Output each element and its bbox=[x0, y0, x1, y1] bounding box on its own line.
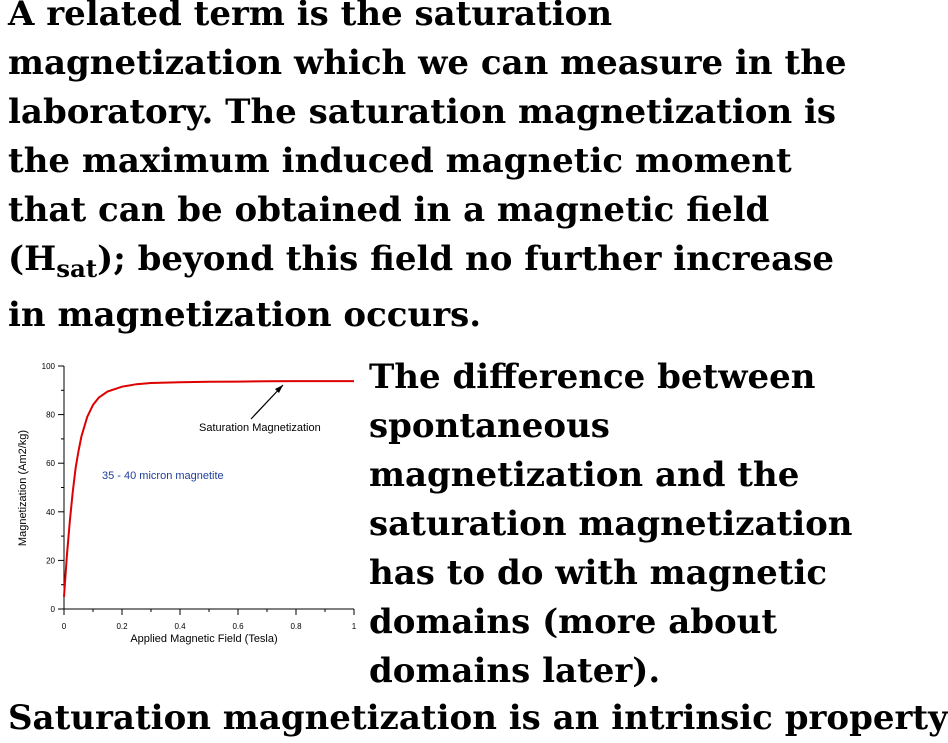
text-line: domains later). bbox=[369, 651, 661, 691]
text-line bbox=[8, 235, 847, 291]
text-line: saturation magnetization bbox=[369, 504, 853, 544]
magnetization-curve bbox=[64, 381, 354, 597]
text-line: Saturation magnetization is an intrinsic property bbox=[8, 698, 948, 738]
x-tick-label: 0.2 bbox=[116, 622, 128, 631]
y-tick-label: 80 bbox=[46, 410, 55, 420]
text-line: domains (more about bbox=[369, 602, 778, 642]
paragraph-intrinsic-property bbox=[8, 694, 948, 743]
y-axis-label: Magnetization (Am2/kg) bbox=[17, 429, 29, 547]
text-line: the maximum induced magnetic moment bbox=[8, 141, 792, 181]
y-tick-label: 0 bbox=[50, 605, 55, 614]
x-tick-label: 1 bbox=[351, 622, 357, 631]
text-line: A related term is the saturation bbox=[8, 0, 613, 34]
text-line: The difference between bbox=[369, 357, 816, 397]
annotation-saturation: Saturation Magnetization bbox=[199, 422, 321, 434]
text-line: has to do with magnetic bbox=[369, 553, 828, 593]
paragraph-saturation-intro bbox=[8, 0, 847, 340]
y-tick-label: 60 bbox=[46, 459, 55, 469]
chart-ticks bbox=[42, 362, 357, 631]
x-axis-label: Applied Magnetic Field (Tesla) bbox=[130, 633, 278, 645]
chart-axes bbox=[64, 366, 354, 609]
y-tick-label: 100 bbox=[41, 362, 55, 371]
y-tick-label: 20 bbox=[46, 556, 55, 566]
text-line: magnetization and the bbox=[369, 455, 800, 495]
subscript-sat: sat bbox=[56, 253, 98, 283]
x-tick-label: 0 bbox=[61, 622, 67, 631]
text-line: magnetization which we can measure in the bbox=[8, 43, 847, 83]
text-line: that can be obtained in a magnetic field bbox=[8, 190, 770, 230]
text-line: in magnetization occurs. bbox=[8, 295, 482, 335]
paragraph-spontaneous-vs-saturation bbox=[369, 353, 853, 696]
series-label: 35 - 40 micron magnetite bbox=[102, 470, 224, 482]
x-tick-label: 0.4 bbox=[174, 622, 186, 631]
text-fragment: ); beyond this field no further increase bbox=[97, 239, 834, 279]
y-tick-label: 40 bbox=[46, 507, 55, 517]
x-tick-label: 0.6 bbox=[232, 622, 244, 631]
text-line: spontaneous bbox=[369, 406, 610, 446]
magnetization-chart bbox=[14, 358, 359, 648]
x-tick-label: 0.8 bbox=[290, 622, 302, 631]
text-fragment: (H bbox=[8, 239, 57, 279]
text-line: laboratory. The saturation magnetization is bbox=[8, 92, 837, 132]
